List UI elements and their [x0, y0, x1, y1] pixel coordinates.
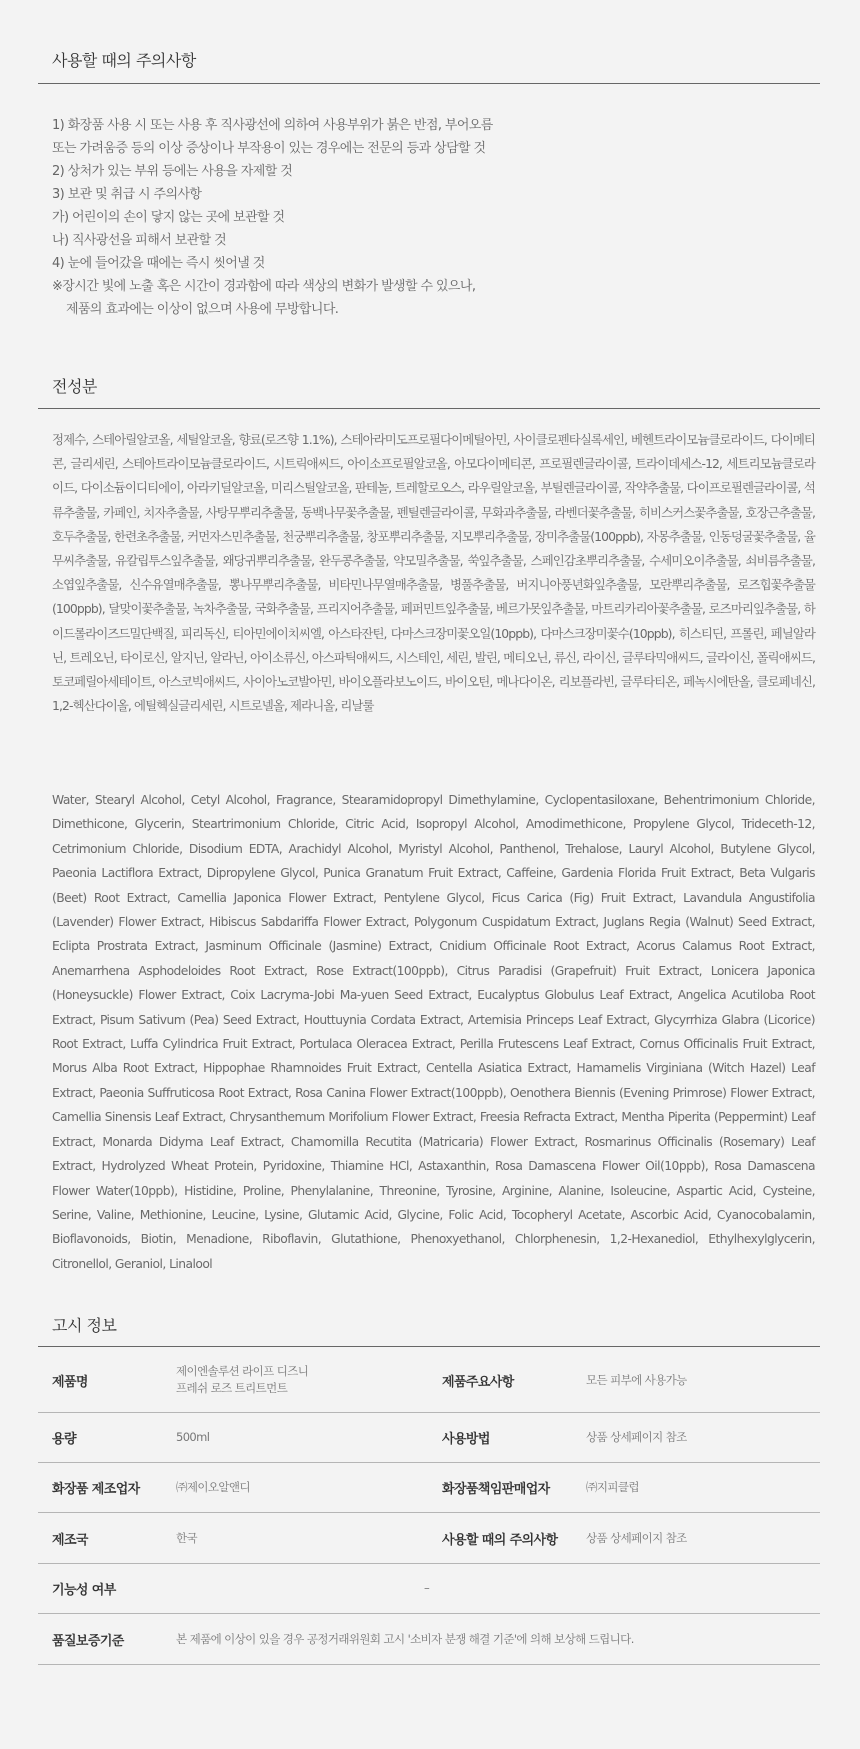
notice-section-divider: [38, 1346, 820, 1347]
notice-label: 제품주요사항: [442, 1374, 514, 1390]
notice-value: 500ml: [176, 1430, 210, 1444]
notice-label: 사용방법: [442, 1432, 490, 1447]
caution-line: 4) 눈에 들어갔을 때에는 즉시 씻어낼 것: [52, 256, 265, 271]
notice-value: ㈜제이오알앤디: [176, 1480, 250, 1494]
caution-line: 나) 직사광선을 피해서 보관할 것: [52, 233, 227, 248]
ingredients-section-title: 전성분: [52, 377, 97, 396]
caution-note: ※장시간 빛에 노출 혹은 시간이 경과함에 따라 색상의 변화가 발생할 수 있으나,: [52, 279, 476, 294]
notice-value: 상품 상세페이지 참조: [586, 1430, 687, 1444]
notice-value: 제이엔솔루션 라이프 디즈니 프레쉬 로즈 트리트먼트: [176, 1364, 309, 1395]
ingredients-section-divider: [38, 408, 820, 409]
notice-label: 기능성 여부: [52, 1583, 116, 1598]
notice-label: 제품명: [52, 1374, 88, 1390]
caution-line: 또는 가려움증 등의 이상 증상이나 부작용이 있는 경우에는 전문의 등과 상담할 것: [52, 141, 486, 156]
notice-value: 모든 피부에 사용가능: [586, 1372, 687, 1387]
notice-label: 화장품 제조업자: [52, 1482, 140, 1497]
caution-line: 3) 보관 및 취급 시 주의사항: [52, 187, 202, 202]
caution-section-divider: [38, 83, 820, 84]
notice-value: –: [424, 1581, 430, 1595]
notice-table: [38, 1348, 820, 1665]
caution-note: 제품의 효과에는 이상이 없으며 사용에 무방합니다.: [66, 302, 339, 317]
notice-row: [38, 1513, 820, 1564]
notice-row: [38, 1463, 820, 1513]
ingredients-english: Water, Stearyl Alcohol, Cetyl Alcohol, Fragrance, Stearamidopropyl Dimethylamine, Cyclopentasiloxane, Behentrimonium Chloride, Dimethicone, Glycerin, Steartrimonium Chloride, Citric Acid, Isopropyl Alcohol, Amodimethicone, Propylene Glycol, Trideceth-12, Cetrimonium Chloride, Disodium EDTA, Arachidyl Alcohol, Myristyl Alcohol, Panthenol, Trehalose, Lauryl Alcohol, Butylene Glycol, Paeonia Lactiflora Extract, Dipropylene Glycol, Punica Granatum Fruit Extract, Caffeine, Gardenia Florida Fruit Extract, Beta Vulgaris (Beet) Root Extract, Camellia Japonica Flower Extract, Pentylene Glycol, Ficus Carica (Fig) Fruit Extract, Lavandula Angustifolia (Lavender) Flower Extract, Hibiscus Sabdariffa Flower Extract, Polygonum Cuspidatum Extract, Juglans Regia (Walnut) Seed Extract, Eclipta Prostrata Extract, Jasminum Officinale (Jasmine) Extract, Cnidium Officinale Root Extract, Acorus Calamus Root Extract, Anemarrhena Asphodeloides Root Extract, Rose Extract(100ppb), Citrus Paradisi (Grapefruit) Fruit Extract, Lonicera Japonica (Honeysuckle) Flower Extract, Coix Lacryma-Jobi Ma-yuen Seed Extract, Eucalyptus Globulus Leaf Extract, Angelica Acutiloba Root Extract, Pisum Sativum (Pea) Seed Extract, Houttuynia Cordata Extract, Artemisia Princeps Leaf Extract, Glycyrrhiza Glabra (Licorice) Root Extract, Luffa Cylindrica Fruit Extract, Portulaca Oleracea Extract, Perilla Frutescens Leaf Extract, Cornus Officinalis Fruit Extract, Morus Alba Root Extract, Hippophae Rhamnoides Fruit Extract, Centella Asiatica Extract, Hamamelis Virginiana (Witch Hazel) Leaf Extract, Paeonia Suffruticosa Root Extract, Rosa Canina Flower Extract(100ppb), Oenothera Biennis (Evening Primrose) Flower Extract, Camellia Sinensis Leaf Extract, Chrysanthemum Morifolium Flower Extract, Freesia Refracta Extract, Mentha Piperita (Peppermint) Leaf Extract, Monarda Didyma Leaf Extract, Chamomilla Recutita (Matricaria) Flower Extract, Rosmarinus Officinalis (Rosemary) Leaf Extract, Hydrolyzed Wheat Protein, Pyridoxine, Thiamine HCl, Astaxanthin, Rosa Damascena Flower Oil(10ppb), Rosa Damascena Flower Water(10ppb), Histidine, Proline, Phenylalanine, Threonine, Tyrosine, Arginine, Alanine, Isoleucine, Aspartic Acid, Cysteine, Serine, Valine, Methionine, Leucine, Lysine, Glutamic Acid, Glycine, Folic Acid, Tocopheryl Acetate, Ascorbic Acid, Cyanocobalamin, Bioflavonoids, Biotin, Menadione, Riboflavin, Glutathione, Phenoxyethanol, Chlorphenesin, 1,2-Hexanediol, Ethylhexylglycerin, Citronellol, Geraniol, Linalool: [52, 793, 815, 1271]
notice-label: 품질보증기준: [52, 1633, 124, 1649]
notice-row-functional: [38, 1564, 820, 1614]
caution-section-title: 사용할 때의 주의사항: [52, 51, 196, 70]
caution-list: [52, 114, 812, 321]
notice-row: [38, 1413, 820, 1463]
notice-label: 사용할 때의 주의사항: [442, 1532, 558, 1548]
ingredients-korean: 정제수, 스테아릴알코올, 세틸알코올, 향료(로즈향 1.1%), 스테아라미도프로필다이메틸아민, 사이클로펜타실록세인, 베헨트라이모늄클로라이드, 다이메티콘, 글리세린, 스테아트라이모늄클로라이드, 시트릭애씨드, 아이소프로필알코올, 아모다이메티콘, 프로필렌글라이콜, 트라이데세스-12, 세트리모늄클로라이드, 다이소듐이디티에이, 아라키딜알코올, 미리스틸알코올, 판테놀, 트레할로오스, 라우릴알코올, 부틸렌글라이콜, 작약추출물, 다이프로필렌글라이콜, 석류추출물, 카페인, 치자추출물, 사탕무뿌리추출물, 동백나무꽃추출물, 펜틸렌글라이콜, 무화과추출물, 라벤더꽃추출물, 히비스커스꽃추출물, 호장근추출물, 호두추출물, 한련초추출물, 커먼자스민추출물, 천궁뿌리추출물, 창포뿌리추출물, 지모뿌리추출물, 장미추출물(100ppb), 자몽추출물, 인동덩굴꽃추출물, 율무씨추출물, 유칼립투스잎추출물, 왜당귀뿌리추출물, 완두콩추출물, 약모밀추출물, 쑥잎추출물, 스페인감초뿌리추출물, 수세미오이추출물, 쇠비름추출물, 소엽잎추출물, 신수유열매추출물, 뽕나무뿌리추출물, 비타민나무열매추출물, 병풀추출물, 버지니아풍년화잎추출물, 모란뿌리추출물, 로즈힙꽃추출물(100ppb), 달맞이꽃추출물, 녹차추출물, 국화추출물, 프리지어추출물, 페퍼민트잎추출물, 베르가못잎추출물, 마트리카리아꽃추출물, 로즈마리잎추출물, 하이드롤라이즈드밀단백질, 피리독신, 티아민에이치씨엘, 아스타잔틴, 다마스크장미꽃오일(10ppb), 다마스크장미꽃수(10ppb), 히스티딘, 프롤린, 페닐알라닌, 트레오닌, 타이로신, 알지닌, 알라닌, 아이소류신, 아스파틱애씨드, 시스테인, 세린, 발린, 메티오닌, 류신, 라이신, 글루타믹애씨드, 글라이신, 폴릭애씨드, 토코페릴아세테이트, 아스코빅애씨드, 사이아노코발아민, 바이오플라보노이드, 바이오틴, 메나다이온, 리보플라빈, 글루타티온, 페녹시에탄올, 클로페네신, 1,2-헥산다이올, 에틸헥실글리세린, 시트로넬올, 제라니올, 리날룰: [52, 432, 815, 714]
notice-value: 상품 상세페이지 참조: [586, 1530, 687, 1545]
notice-value: ㈜지피클럽: [586, 1480, 639, 1494]
caution-line: 가) 어린이의 손이 닿지 않는 곳에 보관할 것: [52, 210, 285, 225]
notice-value: 한국: [176, 1530, 198, 1545]
notice-label: 제조국: [52, 1532, 88, 1548]
notice-row-quality: [38, 1614, 820, 1665]
caution-line: 2) 상처가 있는 부위 등에는 사용을 자제할 것: [52, 164, 293, 179]
notice-value: 본 제품에 이상이 있을 경우 공정거래위원회 고시 '소비자 분쟁 해결 기준'에 의해 보상해 드립니다.: [176, 1631, 634, 1646]
notice-label: 화장품책임판매업자: [442, 1482, 550, 1497]
caution-line: 1) 화장품 사용 시 또는 사용 후 직사광선에 의하여 사용부위가 붉은 반점, 부어오름: [52, 118, 493, 133]
notice-label: 용량: [52, 1432, 76, 1447]
notice-section-title: 고시 정보: [52, 1316, 117, 1335]
notice-row: [38, 1348, 820, 1413]
